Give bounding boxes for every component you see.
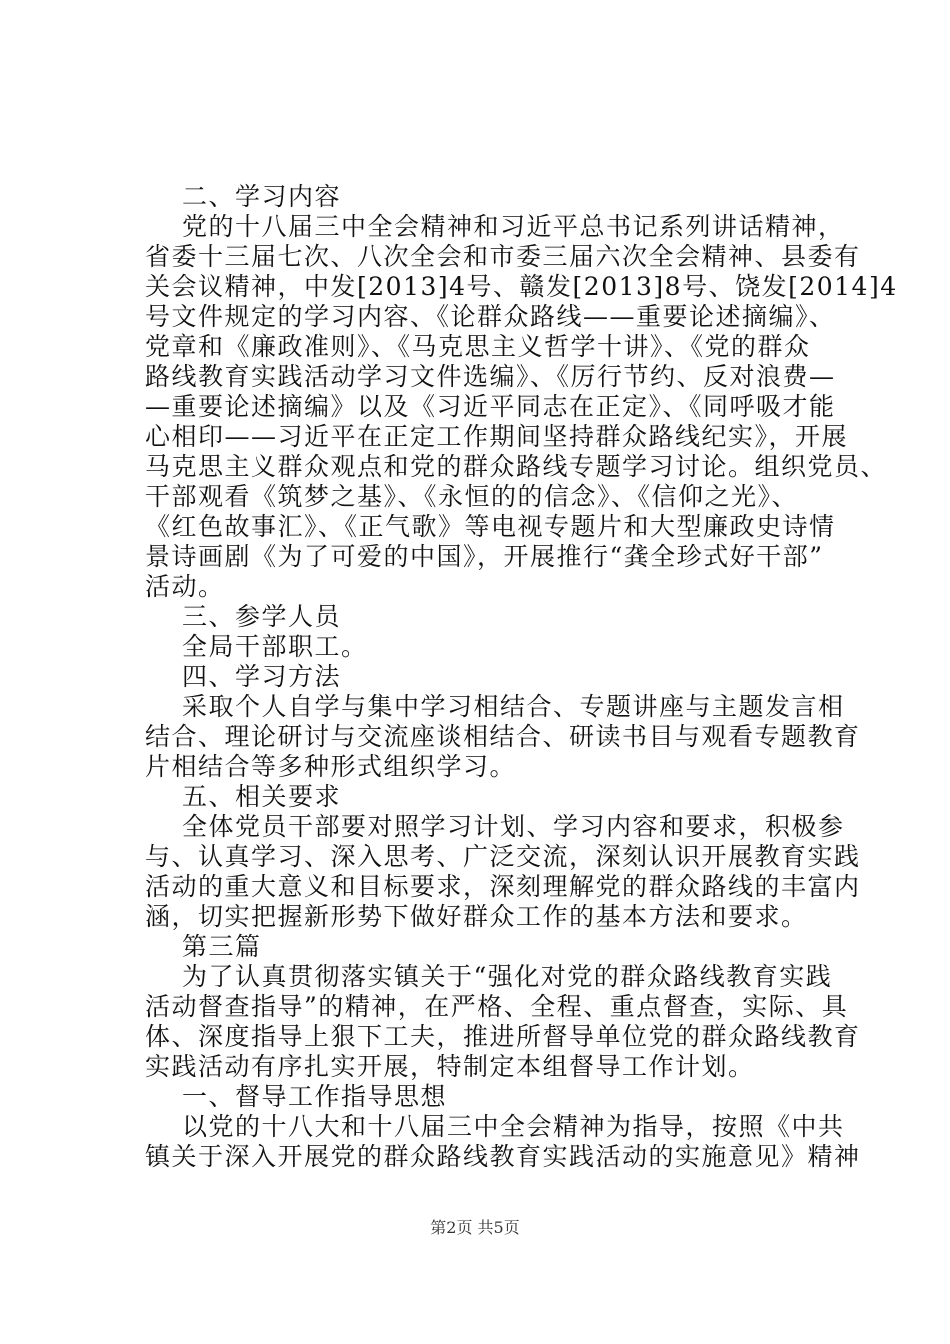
paragraph-line: 路线教育实践活动学习文件选编》、《厉行节约、反对浪费— xyxy=(145,362,836,391)
paragraph-line: —重要论述摘编》以及《习近平同志在正定》、《同呼吸才能 xyxy=(145,392,836,421)
paragraph-line: 干部观看《筑梦之基》、《永恒的的信念》、《信仰之光》、 xyxy=(145,482,799,511)
paragraph-line: 《红色故事汇》、《正气歌》等电视专题片和大型廉政史诗情 xyxy=(145,512,836,541)
paragraph-line: 号文件规定的学习内容、《论群众路线——重要论述摘编》、 xyxy=(145,302,836,331)
paragraph-line: 省委十三届七次、八次全会和市委三届六次全会精神、县委有 xyxy=(145,242,861,271)
paragraph-line: 全体党员干部要对照学习计划、学习内容和要求，积极参 xyxy=(182,812,845,841)
page-number-footer: 第2页 共5页 xyxy=(430,1218,520,1237)
chapter-heading-part-three: 第三篇 xyxy=(182,932,262,961)
paragraph-line: 镇关于深入开展党的群众路线教育实践活动的实施意见》精神 xyxy=(145,1142,861,1171)
paragraph-line: 涵，切实把握新形势下做好群众工作的基本方法和要求。 xyxy=(145,902,808,931)
paragraph-line: 活动的重大意义和目标要求，深刻理解党的群众路线的丰富内 xyxy=(145,872,861,901)
paragraph-line: 为了认真贯彻落实镇关于“强化对党的群众路线教育实践 xyxy=(182,962,833,991)
section-heading-participants: 三、参学人员 xyxy=(182,602,342,631)
paragraph-line: 实践活动有序扎实开展，特制定本组督导工作计划。 xyxy=(145,1052,755,1081)
paragraph-line: 全局干部职工。 xyxy=(182,632,368,661)
paragraph-line: 景诗画剧《为了可爱的中国》，开展推行“龚全珍式好干部” xyxy=(145,542,824,571)
paragraph-line: 马克思主义群众观点和党的群众路线专题学习讨论。组织党员、 xyxy=(145,452,888,481)
paragraph-line: 活动督查指导”的精神，在严格、全程、重点督查，实际、具 xyxy=(145,992,849,1021)
paragraph-line: 片相结合等多种形式组织学习。 xyxy=(145,752,517,781)
paragraph-line: 体、深度指导上狠下工夫，推进所督导单位党的群众路线教育 xyxy=(145,1022,861,1051)
section-heading-study-content: 二、学习内容 xyxy=(182,182,342,211)
section-heading-requirements: 五、相关要求 xyxy=(182,782,342,811)
paragraph-line: 以党的十八大和十八届三中全会精神为指导，按照《中共 xyxy=(182,1112,845,1141)
section-heading-study-methods: 四、学习方法 xyxy=(182,662,342,691)
paragraph-line: 党的十八届三中全会精神和习近平总书记系列讲话精神， xyxy=(182,212,845,241)
paragraph-line: 党章和《廉政准则》、《马克思主义哲学十讲》、《党的群众 xyxy=(145,332,811,361)
section-heading-guiding-ideology: 一、督导工作指导思想 xyxy=(182,1082,448,1111)
paragraph-line: 活动。 xyxy=(145,572,225,601)
paragraph-line: 心相印——习近平在正定工作期间坚持群众路线纪实》，开展 xyxy=(145,422,849,451)
paragraph-line: 采取个人自学与集中学习相结合、专题讲座与主题发言相 xyxy=(182,692,845,721)
paragraph-line: 关会议精神，中发[2013]4号、赣发[2013]8号、饶发[2014]4 xyxy=(145,272,898,301)
paragraph-line: 结合、理论研讨与交流座谈相结合、研读书目与观看专题教育 xyxy=(145,722,861,751)
paragraph-line: 与、认真学习、深入思考、广泛交流，深刻认识开展教育实践 xyxy=(145,842,861,871)
